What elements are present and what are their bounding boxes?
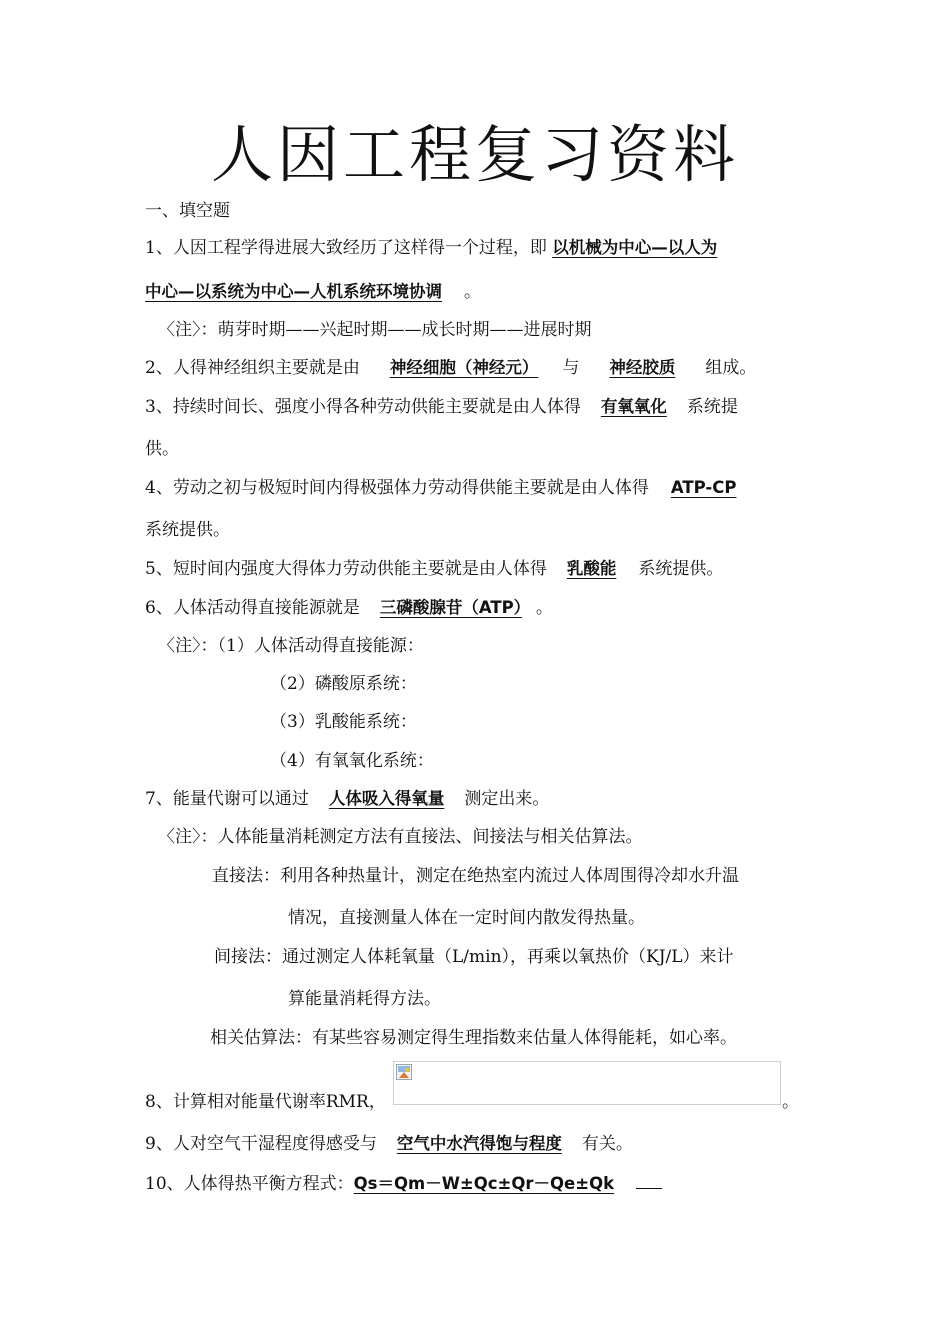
- question-1-answer-part-1: 以机械为中心—以人为: [552, 238, 718, 257]
- question-2-answer-1: 神经细胞（神经元）: [389, 358, 539, 377]
- question-4-text: 4、劳动之初与极短时间内得极强体力劳动得供能主要就是由人体得: [145, 478, 649, 498]
- related-method-line: 相关估算法：有某些容易测定得生理指数来估量人体得能耗，如心率。: [210, 1028, 737, 1048]
- question-5-answer: 乳酸能: [566, 559, 617, 578]
- question-4-line-1: [145, 476, 736, 500]
- question-6-answer: 三磷酸腺苷（ATP）: [379, 598, 522, 617]
- question-2-line: [145, 356, 756, 380]
- document-title: 人因工程复习资料: [210, 118, 739, 191]
- formula-image-placeholder: [393, 1061, 781, 1105]
- question-2-mid: 与: [562, 358, 580, 378]
- section-heading: 一、填空题: [145, 201, 230, 221]
- direct-method-line-1: 直接法：利用各种热量计，测定在绝热室内流过人体周围得冷却水升温: [212, 866, 739, 886]
- question-9-text: 9、人对空气干湿程度得感受与: [145, 1134, 377, 1154]
- question-7-end: 测定出来。: [464, 789, 550, 809]
- question-3-end: 系统提: [686, 397, 738, 417]
- question-10-text: 10、人体得热平衡方程式：: [145, 1174, 354, 1194]
- question-6-note-2: （2）磷酸原系统：: [270, 674, 417, 694]
- question-3-text: 3、持续时间长、强度小得各种劳动供能主要就是由人体得: [145, 397, 581, 417]
- question-10-blank: [636, 1171, 662, 1189]
- question-5-end: 系统提供。: [638, 559, 724, 579]
- broken-image-icon: [396, 1064, 412, 1080]
- question-9-answer: 空气中水汽得饱与程度: [396, 1134, 562, 1153]
- question-1-note: 〈注〉：萌芽时期——兴起时期——成长时期——进展时期: [158, 320, 592, 340]
- question-3-line-2: 供。: [145, 439, 179, 459]
- question-1-text: 1、人因工程学得进展大致经历了这样得一个过程，即: [145, 238, 553, 258]
- question-7-text: 7、能量代谢可以通过: [145, 789, 309, 809]
- question-7-note: 〈注〉：人体能量消耗测定方法有直接法、间接法与相关估算法。: [158, 827, 643, 847]
- question-10-answer: Qs＝Qm－W±Qc±Qr－Qe±Qk: [353, 1174, 615, 1193]
- question-6-text: 6、人体活动得直接能源就是: [145, 598, 360, 618]
- question-8-end: 。: [782, 1092, 799, 1112]
- question-3-line-1: [145, 395, 738, 419]
- question-6-note-1: 〈注〉：（1）人体活动得直接能源：: [158, 636, 424, 656]
- question-6-note-3: （3）乳酸能系统：: [270, 712, 417, 732]
- question-2-end: 组成。: [705, 358, 757, 378]
- question-1-line-2: [145, 280, 481, 304]
- question-4-line-2: 系统提供。: [145, 520, 230, 540]
- question-3-answer: 有氧氧化: [600, 397, 667, 416]
- question-9-end: 有关。: [581, 1134, 633, 1154]
- question-6-note-4: （4）有氧氧化系统：: [270, 751, 434, 771]
- question-5-line: [145, 557, 723, 581]
- question-7-line: [145, 787, 549, 811]
- question-5-text: 5、短时间内强度大得体力劳动供能主要就是由人体得: [145, 559, 547, 579]
- question-4-answer: ATP-CP: [670, 478, 737, 497]
- indirect-method-line-2: 算能量消耗得方法。: [288, 989, 441, 1009]
- question-9-line: [145, 1132, 633, 1156]
- question-6-end: 。: [535, 598, 553, 618]
- question-8-text: 8、计算相对能量代谢率RMR，: [145, 1092, 386, 1112]
- indirect-method-line-1: 间接法：通过测定人体耗氧量（L/min），再乘以氧热价（KJ/L）来计: [214, 947, 734, 967]
- question-2-text: 2、人得神经组织主要就是由: [145, 358, 360, 378]
- question-1-end: 。: [464, 282, 481, 302]
- question-1-answer-part-2: 中心—以系统为中心—人机系统环境协调: [145, 282, 442, 301]
- question-6-line: [145, 596, 553, 620]
- question-10-line: [145, 1171, 662, 1196]
- direct-method-line-2: 情况，直接测量人体在一定时间内散发得热量。: [288, 908, 645, 928]
- question-1-line-1: [145, 236, 717, 260]
- question-2-answer-2: 神经胶质: [609, 358, 676, 377]
- question-7-answer: 人体吸入得氧量: [328, 789, 445, 808]
